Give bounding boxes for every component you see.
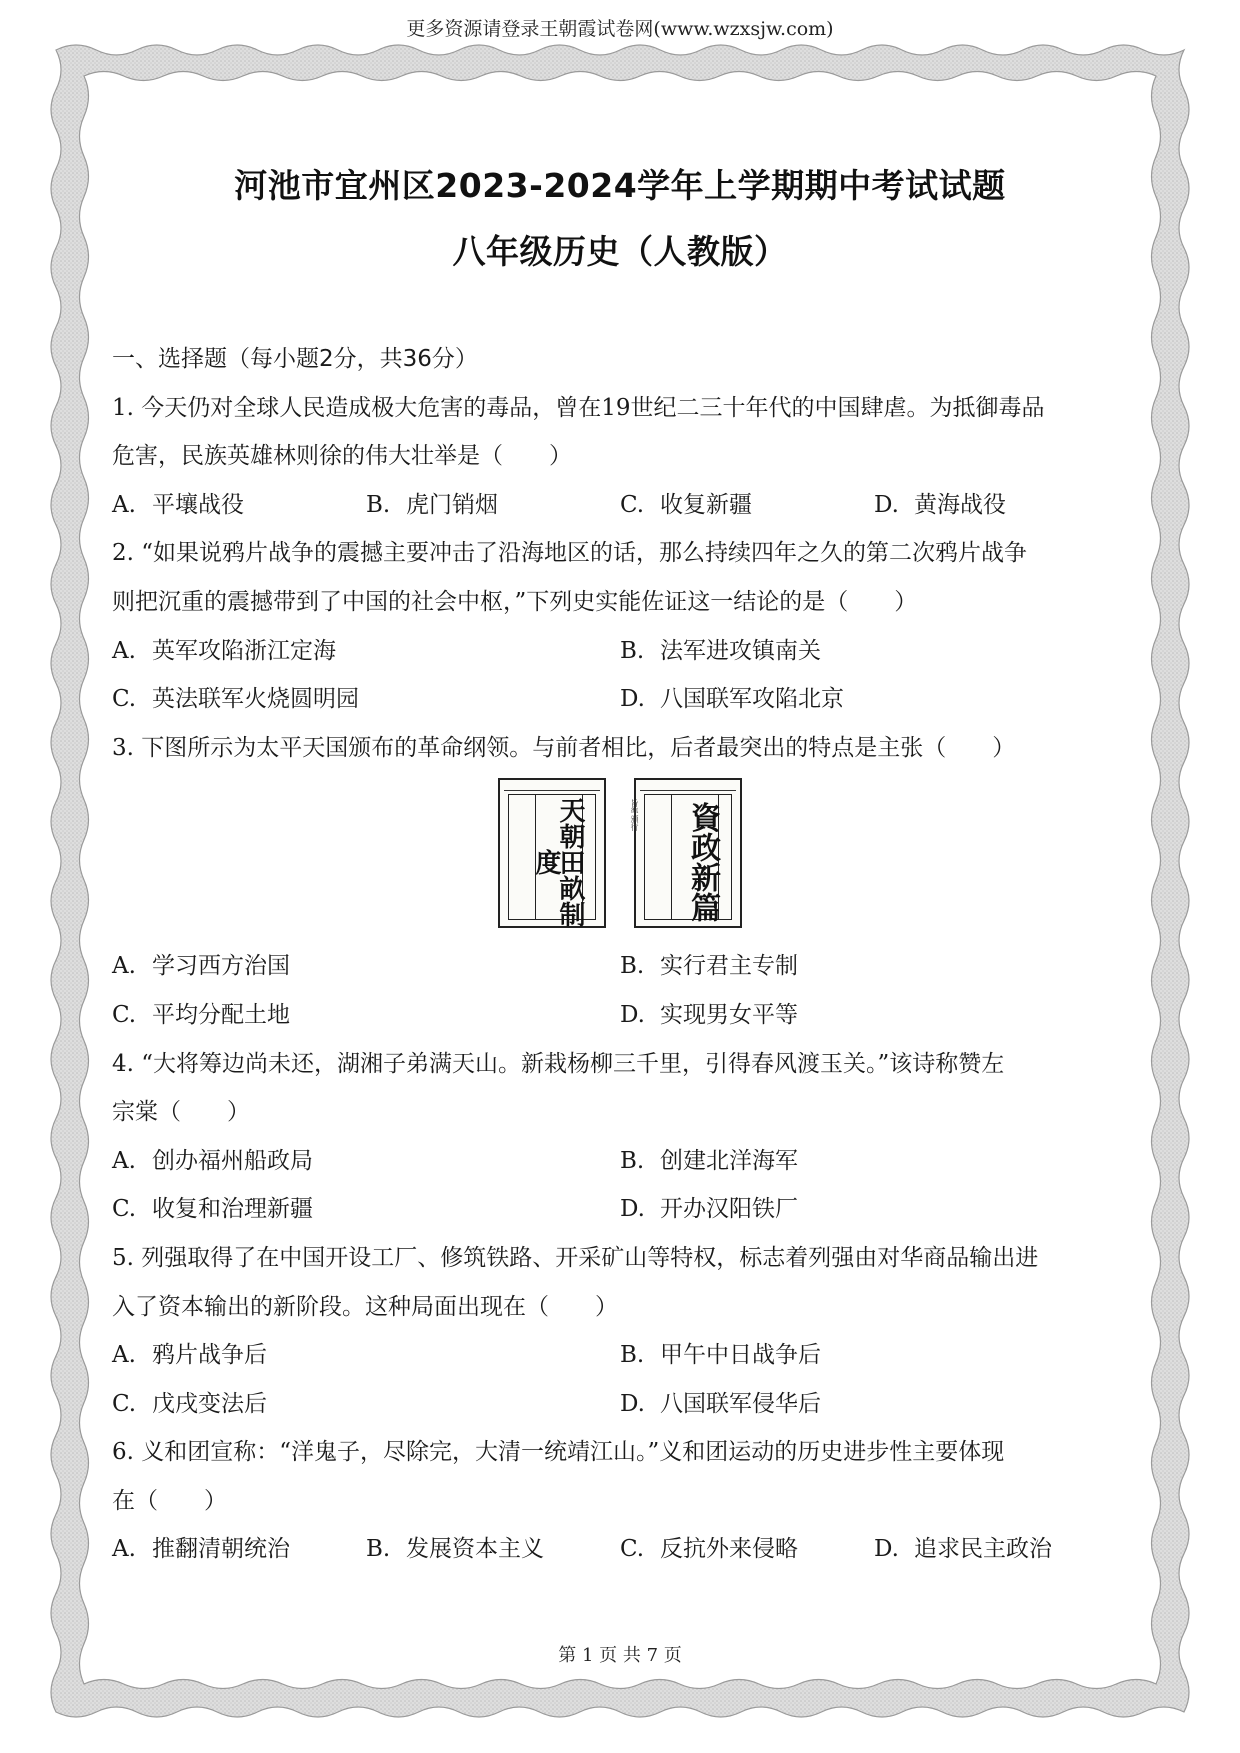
question-text-line: 2. “如果说鸦片战争的震撼主要冲击了沿海地区的话，那么持续四年之久的第二次鸦片战争 (112, 540, 1028, 567)
option-b[interactable]: B. 法军进攻镇南关 (620, 637, 821, 664)
option-d[interactable]: D. 开办汉阳铁厂 (620, 1196, 798, 1223)
option-d[interactable]: D. 实现男女平等 (620, 1001, 798, 1028)
page-number: 第 1 页 共 7 页 (558, 1645, 682, 1666)
option-a[interactable]: A. 鸦片战争后 (112, 1342, 267, 1369)
book-cover-tianchao (498, 778, 606, 928)
option-a[interactable]: A. 平壤战役 (112, 491, 244, 518)
option-a[interactable]: A. 推翻清朝统治 (112, 1536, 290, 1563)
options-row (112, 942, 1128, 991)
question-content (112, 335, 1128, 1574)
options-row (112, 675, 1128, 724)
question-6 (112, 1428, 1128, 1574)
question-text-line: 宗棠（ ） (112, 1099, 250, 1126)
option-d[interactable]: D. 追求民主政治 (874, 1536, 1052, 1563)
question-text-line: 6. 义和团宣称：“洋鬼子，尽除完，大清一统靖江山。”义和团运动的历史进步性主要体现 (112, 1439, 1005, 1466)
option-c[interactable]: C. 收复新疆 (620, 491, 752, 518)
options-row (112, 991, 1128, 1040)
book-title: 天朝田畝制度 (531, 797, 585, 928)
option-b[interactable]: B. 虎门销烟 (366, 491, 498, 518)
options-row (112, 1185, 1128, 1234)
question-1 (112, 384, 1128, 530)
question-text-line: 3. 下图所示为太平天国颁布的革命纲领。与前者相比，后者最突出的特点是主张（ ） (112, 734, 1016, 761)
option-c[interactable]: C. 平均分配土地 (112, 1001, 290, 1028)
option-a[interactable]: A. 创办福州船政局 (112, 1147, 313, 1174)
option-c[interactable]: C. 收复和治理新疆 (112, 1196, 313, 1223)
options-row (112, 1137, 1128, 1186)
exam-title: 河池市宜州区2023-2024学年上学期期中考试试题 (234, 166, 1006, 205)
option-d[interactable]: D. 八国联军侵华后 (620, 1390, 821, 1417)
option-a[interactable]: A. 学习西方治国 (112, 953, 290, 980)
option-d[interactable]: D. 黄海战役 (874, 491, 1006, 518)
options-row (112, 481, 1128, 530)
question-4 (112, 1040, 1128, 1234)
option-b[interactable]: B. 甲午中日战争后 (620, 1342, 821, 1369)
option-b[interactable]: B. 实行君主专制 (620, 953, 798, 980)
option-c[interactable]: C. 反抗外来侵略 (620, 1536, 798, 1563)
question-text-line: 危害，民族英雄林则徐的伟大壮举是（ ） (112, 443, 572, 470)
option-c[interactable]: C. 英法联军火烧圆明园 (112, 686, 359, 713)
options-row (112, 1525, 1128, 1574)
option-b[interactable]: B. 发展资本主义 (366, 1536, 544, 1563)
options-row (112, 1331, 1128, 1380)
question-text-line: 4. “大将筹边尚未还，湖湘子弟满天山。新栽杨柳三千里，引得春风渡玉关。”该诗称赞左 (112, 1050, 1005, 1077)
question-3 (112, 724, 1128, 1040)
question-text-line: 1. 今天仍对全球人民造成极大危害的毒品，曾在19世纪二三十年代的中国肆虐。为抵御毒品 (112, 394, 1045, 421)
book-side-label: 旨準頒行 (630, 799, 639, 832)
source-watermark-note: 更多资源请登录王朝霞试卷网(www.wzxsjw.com) (406, 18, 834, 40)
program-documents-figure (112, 772, 1128, 942)
question-text-line: 5. 列强取得了在中国开设工厂、修筑铁路、开采矿山等特权，标志着列强由对华商品输出进 (112, 1244, 1039, 1271)
question-5 (112, 1234, 1128, 1428)
section-heading: 一、选择题（每小题2分，共36分） (112, 346, 478, 372)
book-title: 資政新篇 (685, 802, 720, 923)
question-text-line: 入了资本输出的新阶段。这种局面出现在（ ） (112, 1293, 618, 1320)
options-row (112, 1380, 1128, 1429)
option-a[interactable]: A. 英军攻陷浙江定海 (112, 637, 336, 664)
question-text-line: 在（ ） (112, 1487, 227, 1514)
option-d[interactable]: D. 八国联军攻陷北京 (620, 686, 844, 713)
question-2 (112, 529, 1128, 723)
option-b[interactable]: B. 创建北洋海军 (620, 1147, 798, 1174)
book-cover-zizheng (630, 778, 742, 928)
question-text-line: 则把沉重的震撼带到了中国的社会中枢，”下列史实能佐证这一结论的是（ ） (112, 588, 918, 615)
option-c[interactable]: C. 戊戌变法后 (112, 1390, 267, 1417)
exam-subtitle: 八年级历史（人教版） (452, 232, 788, 271)
options-row (112, 627, 1128, 676)
